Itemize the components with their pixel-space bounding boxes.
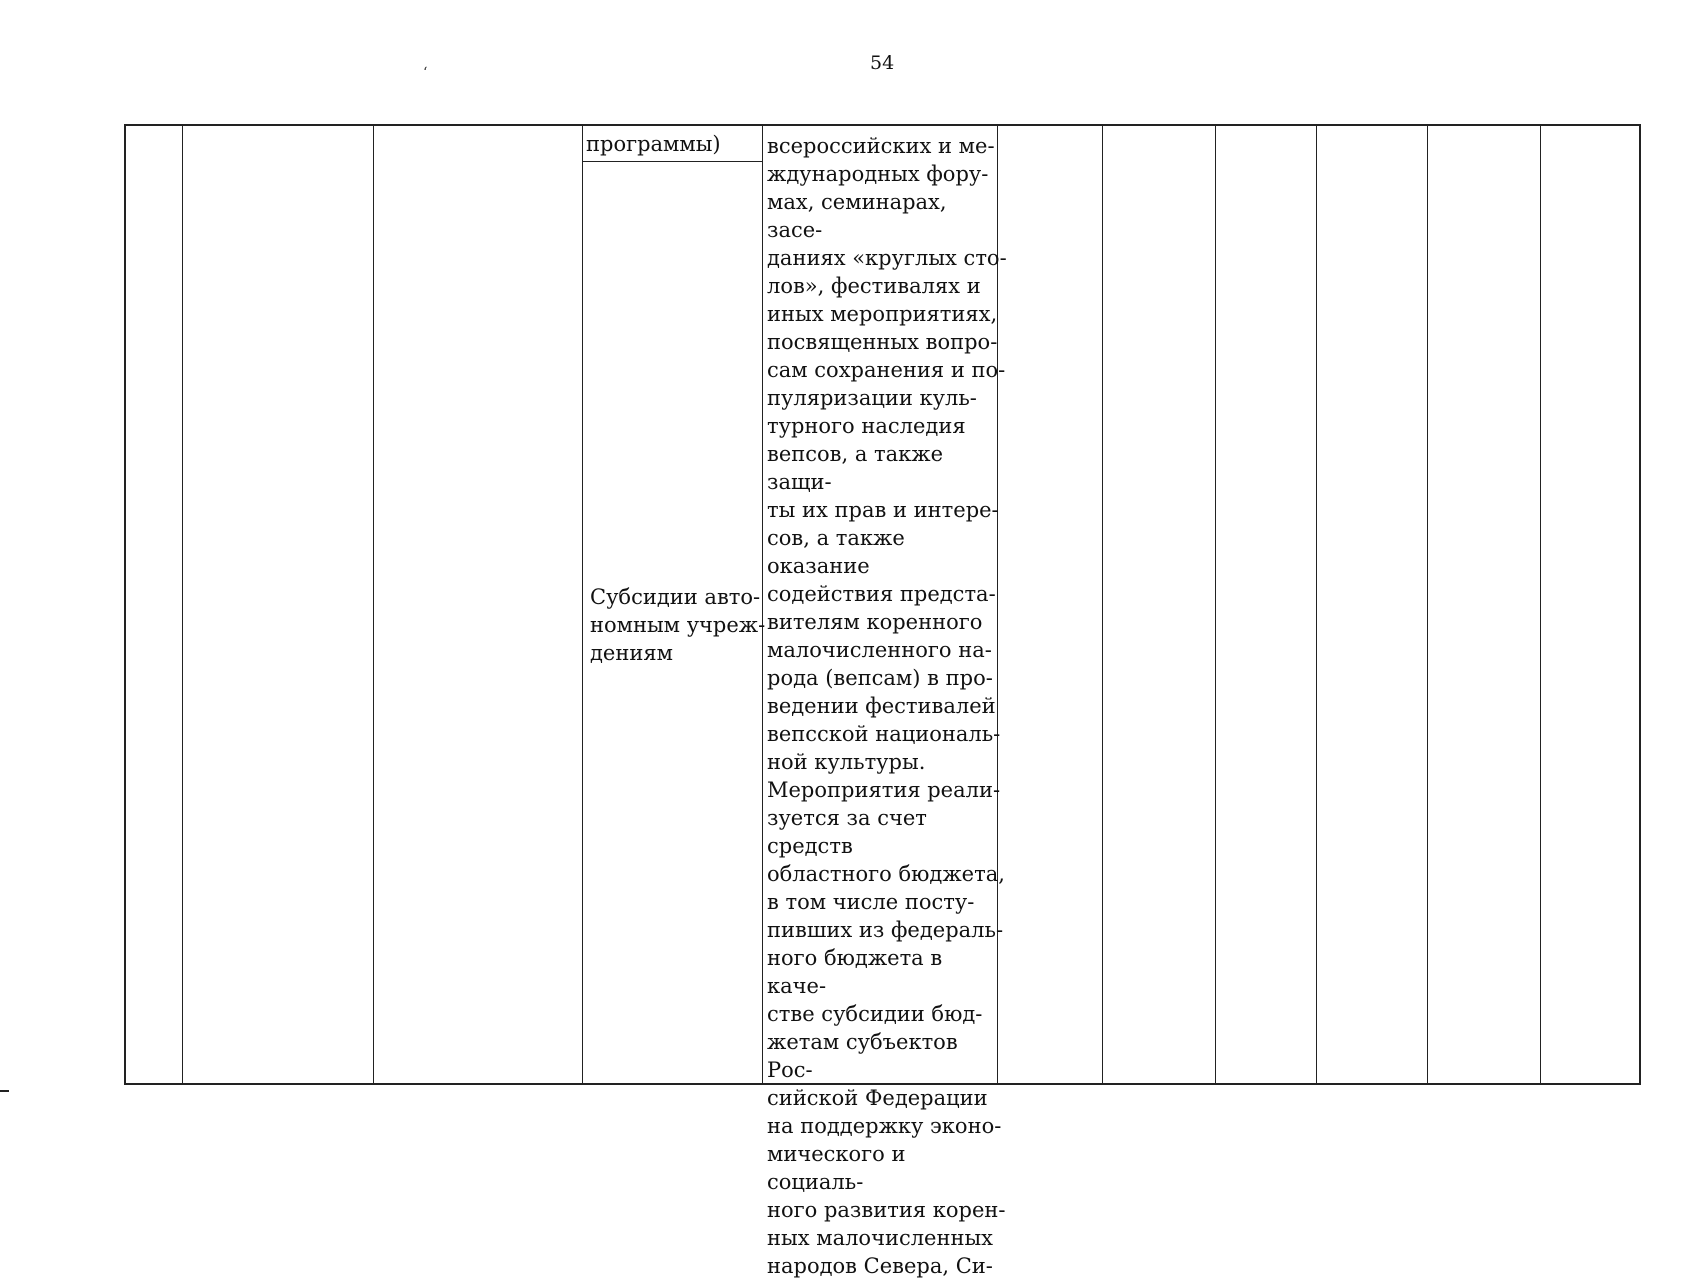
margin-dash: [0, 1090, 9, 1092]
column4-cell-text: Субсидии авто- номным учреж- дениям: [590, 585, 766, 665]
stray-scan-mark: ‘: [423, 65, 428, 81]
column-divider: [582, 126, 583, 1083]
row-divider: [582, 161, 763, 162]
column-divider: [1540, 126, 1541, 1083]
page-number: 54: [870, 52, 895, 74]
column-divider: [1215, 126, 1216, 1083]
column-divider: [373, 126, 374, 1083]
document-table: [124, 124, 1641, 1278]
column-divider: [1102, 126, 1103, 1083]
column-divider: [1316, 126, 1317, 1083]
column5-cell-text: всероссийских и ме- ждународных фору- мах, семинарах, засе- даниях «круглых сто- лов», фестивалях и иных мероприятиях, посвященных вопро- сам сохранения и по- пуляризации куль- турного наследия вепсов, а также защи- ты их прав и интере- сов, а также оказание содействия предста- вителям коренного малочисленного на- рода (вепсам) в про- ведении фестивалей вепсской националь- ной культуры. Мероприятия реали- зуется за счет средств областного бюджета, в том числе посту- пивших из федераль- ного бюджета в каче- стве субсидии бюд- жетам субъектов Рос- сийской Федерации на поддержку эконо- мического и социаль- ного развития корен- ных малочисленных народов Севера, Си-: [767, 134, 1007, 1278]
column-divider: [182, 126, 183, 1083]
column-divider: [1427, 126, 1428, 1083]
column4-header-fragment: программы): [586, 132, 721, 156]
